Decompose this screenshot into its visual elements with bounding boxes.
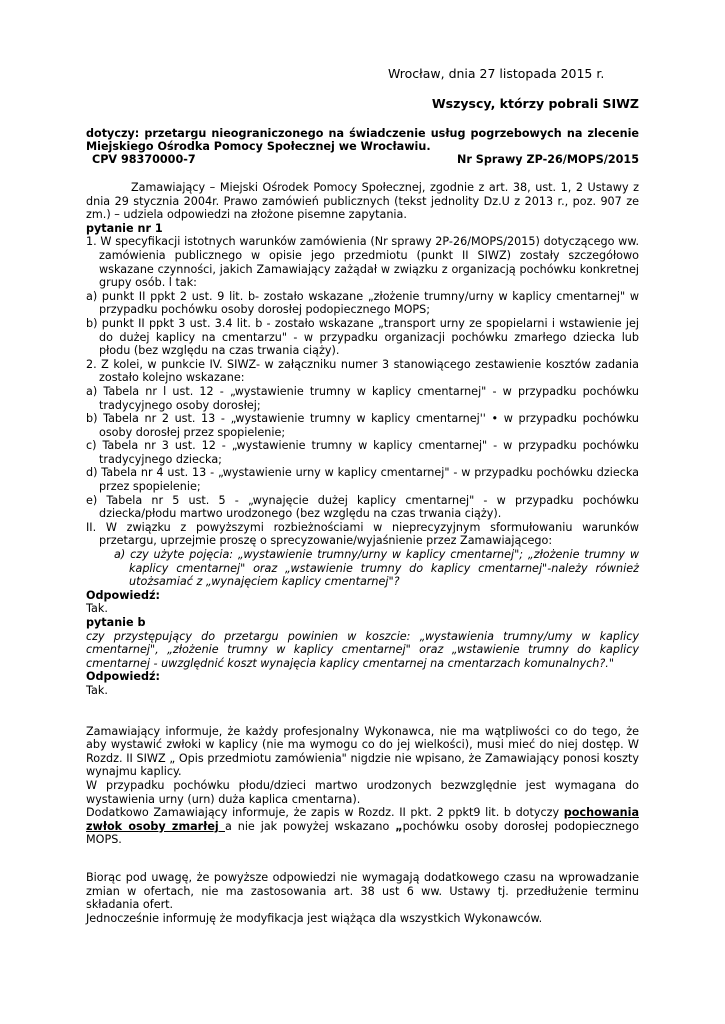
- question-1-table-e: e) Tabela nr 5 ust. 5 - „wynajęcie dużej kaplicy cmentarnej" - w przypadku pochówku dziecka/płodu martwo urodzonego (bez względu na czas trwania ciąży).: [86, 493, 639, 521]
- intro-paragraph: Zamawiający – Miejski Ośrodek Pomocy Społecznej, zgodnie z art. 38, ust. 1, 2 Ustawy z dnia 29 stycznia 2004r. Prawo zamówień publicznych (tekst jednolity Dz.U z 2013 r., poz. 907 ze zm.) – udziela odpowiedzi na złożone pisemne zapytania.: [86, 181, 639, 222]
- question-1-label: pytanie nr 1: [86, 221, 163, 235]
- letter-body: [86, 181, 639, 925]
- question-1-table-b: b) Tabela nr 2 ust. 13 - „wystawienie trumny w kaplicy cmentarnej'' • w przypadku pochówku osoby dorosłej przez spopielenie;: [86, 412, 639, 439]
- recipient-line: Wszyscy, którzy pobrali SIWZ: [431, 96, 639, 111]
- question-1-item-a: a) punkt II ppkt 2 ust. 9 lit. b- zostało wskazane „złożenie trumny/urny w kaplicy cmentarnej" w przypadku pochówku osoby dorosłej podopiecznego MOPS;: [86, 289, 639, 317]
- info-paragraph-3: [86, 806, 639, 847]
- answer-2-label: Odpowiedź:: [86, 670, 160, 684]
- question-b-text: czy przystępujący do przetargu powinien w koszcie: „wystawienia trumny/umy w kaplicy cmentarnej", „złożenie trumny w kaplicy cmentarnej" oraz „wstawienie trumny do kaplicy cmentarnej - uwzględnić koszt wynajęcia kaplicy cmentarnej na cmentarzach komunalnych?.": [86, 629, 639, 670]
- question-1-point-ii: II. W związku z powyższymi rozbieżnościami w nieprecyzyjnym sformułowaniu warunków przetargu, uprzejmie proszę o sprecyzowanie/wyjaśnienie przez Zamawiającego:: [86, 520, 639, 548]
- letter-date: Wrocław, dnia 27 listopada 2015 r.: [388, 66, 605, 81]
- question-b-label: pytanie b: [86, 616, 146, 629]
- question-1-table-c: c) Tabela nr 3 ust. 12 - „wystawienie trumny w kaplicy cmentarnej" - w przypadku pochówku tradycyjnego dziecka;: [86, 439, 639, 466]
- question-1-point-ii-a: a) czy użyte pojęcia: „wystawienie trumny/urny w kaplicy cmentarnej"; „złożenie trumny w kaplicy cmentarnej" oraz „wstawienie trumny do kaplicy cmentarnej"-należy również utożsamiać z „wynajęciem kaplicy cmentarnej"?: [114, 548, 639, 589]
- answer-1-text: Tak.: [86, 602, 108, 616]
- question-1-point-1: 1. W specyfikacji istotnych warunków zamówienia (Nr sprawy 2P-26/MOPS/2015) dotyczącego ww. zamówienia publicznego w opisie jego przedmiotu (punkt II SIWZ) zostały szczegółowo wskazane czynności, jakich Zamawiający zażądał w związku z organizacją pochówku konkretnej grupy osób. l tak:: [86, 235, 639, 290]
- info-3-underlined: pochowania zwłok osoby zmarłej: [86, 806, 639, 833]
- question-1-table-d: d) Tabela nr 4 ust. 13 - „wystawienie urny w kaplicy cmentarnej" - w przypadku pochówku dziecka przez spopielenie;: [86, 466, 639, 494]
- conclusion-paragraph-1: Biorąc pod uwagę, że powyższe odpowiedzi nie wymagają dodatkowego czasu na wprowadzanie zmian w ofertach, nie ma zastosowania art. 38 ust 6 ww. Ustawy tj. przedłużenie terminu składania ofert.: [86, 870, 639, 912]
- question-1-item-b: b) punkt II ppkt 3 ust. 3.4 lit. b - zostało wskazane „transport urny ze spopielarni i wstawienie jej do dużej kaplicy na cmentarzu" - w przypadku organizacji pochówku zmarłego dziecka lub płodu (bez względu na czas trwania ciąży).: [86, 316, 639, 358]
- subject-line: dotyczy: przetargu nieograniczonego na świadczenie usług pogrzebowych na zlecenie Miejskiego Ośrodka Pomocy Społecznej we Wrocławiu.: [86, 127, 639, 154]
- info-3-pre: Dodatkowo Zamawiający informuje, że zapis w Rozdz. II pkt. 2 ppkt9 lit. b dotyczy: [86, 806, 564, 820]
- info-paragraph-2: W przypadku pochówku płodu/dzieci martwo urodzonych bezwzględnie jest wymagana do wystawienia urny (urn) duża kaplica cmentarna).: [86, 778, 639, 806]
- conclusion-paragraph-2: Jednocześnie informuję że modyfikacja jest wiążąca dla wszystkich Wykonawców.: [86, 911, 543, 925]
- question-1-point-2: 2. Z kolei, w punkcie IV. SIWZ- w załączniku numer 3 stanowiącego zestawienie kosztów zadania zostało kolejno wskazane:: [86, 357, 639, 385]
- answer-2-text: Tak.: [86, 683, 108, 697]
- case-number: Nr Sprawy ZP-26/MOPS/2015: [457, 153, 639, 166]
- info-3-quote: „: [395, 819, 403, 833]
- info-paragraph-1: Zamawiający informuje, że każdy profesjonalny Wykonawca, nie ma wątpliwości co do tego, że aby wystawić zwłoki w kaplicy (nie ma wymogu co do jej wielkości), musi mieć do niej dostęp. W Rozdz. II SIWZ „ Opis przedmiotu zamówienia" nigdzie nie wpisano, że Zamawiający ponosi koszty wynajmu kaplicy.: [86, 724, 639, 779]
- answer-1-label: Odpowiedź:: [86, 588, 160, 602]
- info-3-mid: a nie jak powyżej wskazano: [224, 819, 396, 833]
- cpv-code: CPV 98370000-7: [92, 153, 196, 166]
- question-1-table-a: a) Tabela nr l ust. 12 - „wystawienie trumny w kaplicy cmentarnej" - w przypadku pochówku tradycyjnego osoby dorosłej;: [86, 384, 639, 412]
- info-3-post: pochówku osoby dorosłej podopiecznego MOPS.: [86, 819, 639, 847]
